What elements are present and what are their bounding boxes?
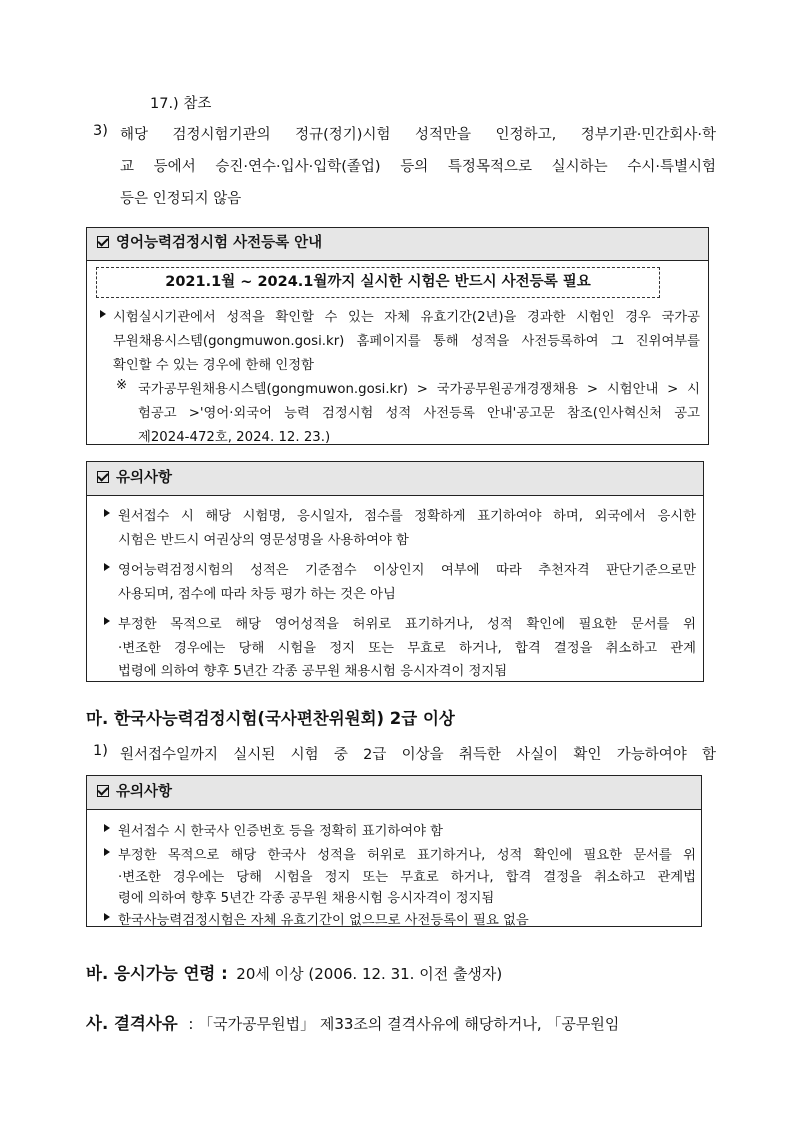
bullet-icon xyxy=(104,507,110,522)
section-sa-label: 사. 결격사유 xyxy=(86,1014,178,1033)
reference-note: 17.) 참조 xyxy=(150,96,212,112)
checkbox-icon xyxy=(97,471,109,483)
prereg-bullet-line-3: 확인할 수 있는 경우에 한해 인정함 xyxy=(113,358,314,373)
caution-box-korean-history-header xyxy=(87,776,701,810)
caution2-item1-line1: 원서접수 시 한국사 인증번호 등을 정확히 표기하여야 함 xyxy=(118,824,444,839)
prereg-bullet-line-1: 시험실시기관에서 성적을 확인할 수 있는 자체 유효기간(2년)을 경과한 시험인 경우 국가공 xyxy=(113,310,700,325)
bullet-icon xyxy=(104,561,110,576)
caution2-item2-line1: 부정한 목적으로 해당 한국사 성적을 허위로 표기하거나, 성적 확인에 필요한 문서를 위 xyxy=(118,848,696,863)
checkbox-icon xyxy=(97,236,109,248)
section-ma-item-1: 원서접수일까지 실시된 시험 중 2급 이상을 취득한 사실이 확인 가능하여야 함 xyxy=(120,747,716,763)
section-sa xyxy=(86,1010,716,1034)
section-ba-label: 바. 응시가능 연령 : xyxy=(86,964,228,983)
caution2-item2-line3: 령에 의하여 향후 5년간 각종 공무원 채용시험 응시자격이 정지됨 xyxy=(118,891,495,906)
section-ma-item-number: 1) xyxy=(93,743,108,759)
item-3-number: 3) xyxy=(93,123,108,139)
prereg-note-line-2: 험공고 >'영어·외국어 능력 검정시험 성적 사전등록 안내'공고문 참조(인사혁신처 공고 xyxy=(138,406,700,421)
caution1-item2-line2: 사용되며, 점수에 따라 차등 평가 하는 것은 아님 xyxy=(118,587,396,602)
item-3-line-2: 교 등에서 승진·연수·입사·입학(졸업) 등의 특정목적으로 실시하는 수시·특별시험 xyxy=(120,159,716,175)
section-sa-text: : 「국가공무원법」 제33조의 결격사유에 해당하거나, 「공무원임 xyxy=(188,1015,620,1033)
section-ma-heading: 마. 한국사능력검정시험(국사편찬위원회) 2급 이상 xyxy=(86,709,455,728)
bullet-icon xyxy=(104,822,110,837)
prereg-bullet-line-2: 무원채용시스템(gongmuwon.gosi.kr) 홈페이지를 통해 성적을 사전등록하여 그 진위여부를 xyxy=(113,334,700,349)
preregistration-title: 영어능력검정시험 사전등록 안내 xyxy=(116,235,323,251)
caution-title: 유의사항 xyxy=(116,784,173,800)
bullet-icon xyxy=(104,911,110,926)
caution1-item3-line3: 법령에 의하여 향후 5년간 각종 공무원 채용시험 응시자격이 정지됨 xyxy=(118,664,508,679)
section-ba xyxy=(86,960,502,984)
caution1-item1-line1: 원서접수 시 해당 시험명, 응시일자, 점수를 정확하게 표기하여야 하며, 외국에서 응시한 xyxy=(118,509,696,524)
caution-title: 유의사항 xyxy=(116,470,173,486)
caution-box-english-header xyxy=(87,462,703,496)
caution2-item3-line1: 한국사능력검정시험은 자체 유효기간이 없으므로 사전등록이 필요 없음 xyxy=(118,913,529,928)
section-ba-text: 20세 이상 (2006. 12. 31. 이전 출생자) xyxy=(236,965,503,983)
caution2-item2-line2: ·변조한 경우에는 당해 시험을 정지 또는 무효로 하거나, 합격 결정을 취소하고 관계법 xyxy=(118,870,696,885)
checkbox-icon xyxy=(97,785,109,797)
preregistration-highlight: 2021.1월 ~ 2024.1월까지 실시한 시험은 반드시 사전등록 필요 xyxy=(96,267,660,298)
item-3-line-3: 등은 인정되지 않음 xyxy=(120,191,242,207)
caution1-item1-line2: 시험은 반드시 여권상의 영문성명을 사용하여야 함 xyxy=(118,533,409,548)
preregistration-box-header xyxy=(87,228,708,261)
bullet-icon xyxy=(104,846,110,861)
bullet-icon xyxy=(104,615,110,630)
item-3-line-1: 해당 검정시험기관의 정규(정기)시험 성적만을 인정하고, 정부기관·민간회사·학 xyxy=(120,127,716,143)
caution1-item3-line1: 부정한 목적으로 해당 영어성적을 허위로 표기하거나, 성적 확인에 필요한 문서를 위 xyxy=(118,617,696,632)
bullet-icon xyxy=(100,308,106,323)
prereg-note-line-1: 국가공무원채용시스템(gongmuwon.gosi.kr) > 국가공무원공개경쟁채용 > 시험안내 > 시 xyxy=(138,382,700,397)
caution1-item2-line1: 영어능력검정시험의 성적은 기준점수 이상인지 여부에 따라 추천자격 판단기준으로만 xyxy=(118,563,696,578)
reference-mark-icon: ※ xyxy=(116,378,128,393)
prereg-note-line-3: 제2024-472호, 2024. 12. 23.) xyxy=(138,430,331,445)
caution1-item3-line2: ·변조한 경우에는 당해 시험을 정지 또는 무효로 하거나, 합격 결정을 취소하고 관계 xyxy=(118,641,696,656)
